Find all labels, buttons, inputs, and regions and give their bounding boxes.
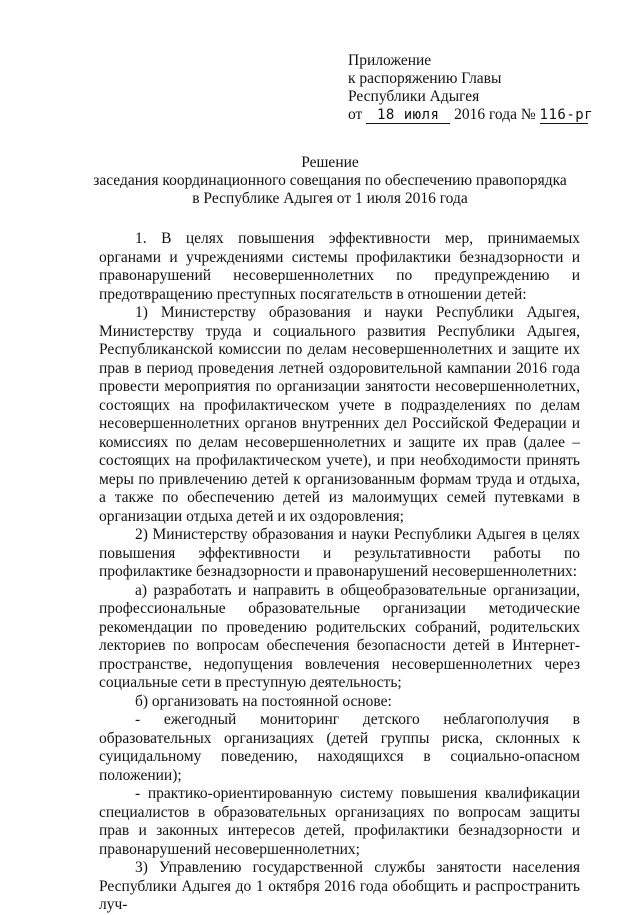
year-number-label: 2016 года № [454, 106, 536, 123]
paragraph: 3) Управлению государственной службы занятости населения Республики Адыгея до 1 октября 2016 года обобщить и распространить луч- [99, 859, 580, 913]
date-prefix: от [348, 106, 363, 123]
order-number-field: 116-рг [539, 107, 594, 123]
document-title [60, 154, 600, 208]
paragraph: - практико-ориентированную систему повышения квалификации специалистов в образовательных организациях по вопросам защиты прав и законных интересов детей, профилактики безнадзорности и правонарушений несовершеннолетних; [99, 785, 580, 858]
paragraph: 2) Министерству образования и науки Республики Адыгея в целях повышения эффективности и результативности работы по профилактике безнадзорности и правонарушений несовершеннолетних: [99, 526, 580, 580]
paragraph: б) организовать на постоянной основе: [135, 692, 392, 710]
title-line-3: в Республике Адыгея от 1 июля 2016 года [192, 190, 468, 207]
paragraph: а) разработать и направить в общеобразовательные организации, профессиональные образовательные организации методические рекомендации по проведению родительских собраний, родительских лекториев по вопросам обеспечения безопасности детей в Интернет-пространстве, недопущения вовлечения несовершеннолетних через социальные сети в преступную деятельность; [99, 581, 580, 691]
title-line-1: Решение [301, 154, 359, 171]
appendix-line-1: Приложение [348, 52, 432, 69]
appendix-line-3: Республики Адыгея [348, 88, 480, 105]
appendix-header [348, 52, 594, 124]
title-line-2: заседания координационного совещания по обеспечению правопорядка [93, 172, 567, 189]
paragraph: 1. В целях повышения эффективности мер, принимаемых органами и учреждениями системы профилактики безнадзорности и правонарушений несовершеннолетних по предупреждению и предотвращению преступных посягательств в отношении детей: [99, 230, 580, 303]
appendix-line-2: к распоряжению Главы [348, 70, 502, 87]
document-body [99, 230, 580, 915]
paragraph: 1) Министерству образования и науки Республики Адыгея, Министерству труда и социального развития Республики Адыгея, Республиканской комиссии по делам несовершеннолетних и защите их прав в период проведения летней оздоровительной кампании 2016 года провести мероприятия по организации занятости несовершеннолетних, состоящих на профилактическом учете в подразделениях по делам несовершеннолетних органов внутренних дел Российской Федерации и комиссиях по делам несовершеннолетних и защите их прав (далее – состоящих на профилактическом учете), и при необходимости принять меры по привлечению детей к организованным формам труда и отдыха, а также по обеспечению детей из малоимущих семей путевками в организации отдыха детей и их оздоровления; [99, 304, 580, 525]
appendix-date-line [348, 106, 594, 124]
paragraph: - ежегодный мониторинг детского неблагополучия в образовательных организациях (детей группы риска, склонных к суицидальному поведению, находящихся в социально-опасном положении); [99, 711, 580, 784]
date-field: 18 июля [366, 108, 450, 124]
